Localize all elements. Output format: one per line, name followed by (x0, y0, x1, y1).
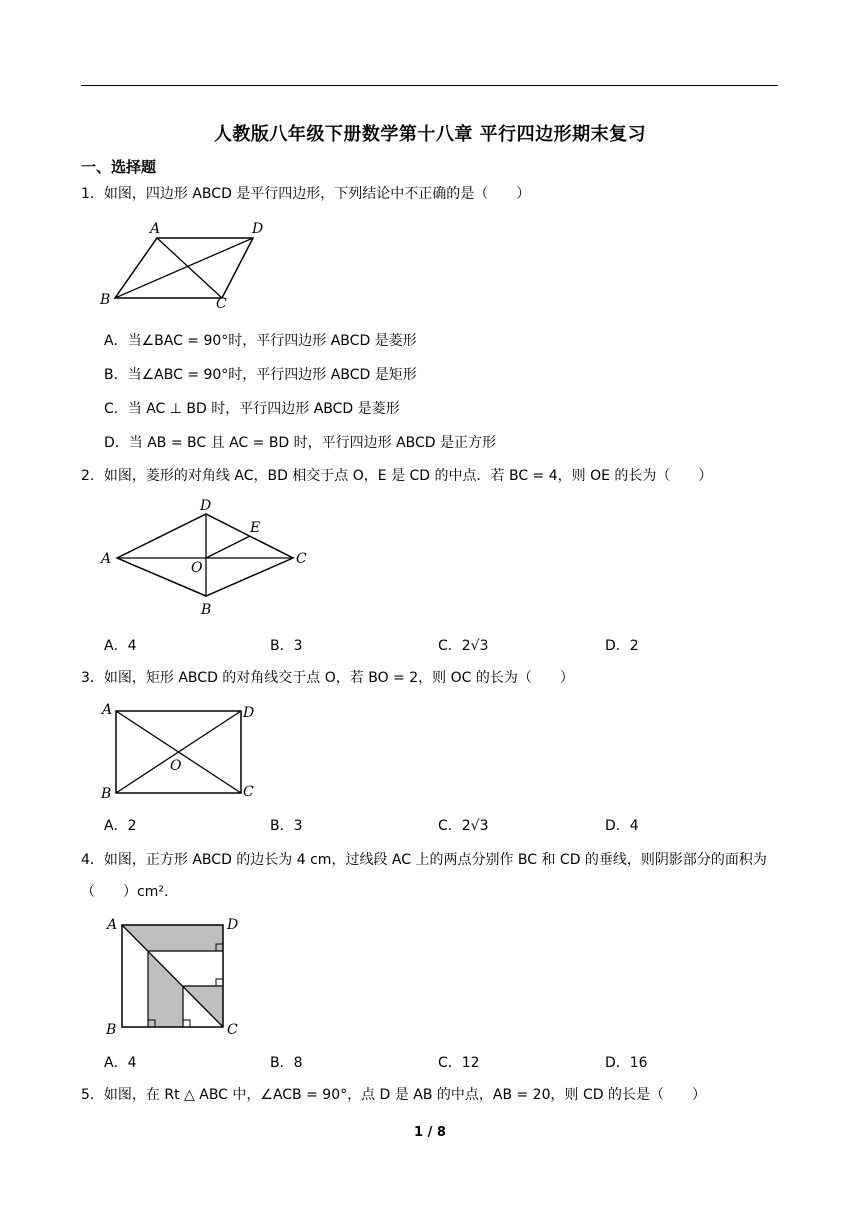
diagonal-ac (157, 238, 222, 298)
question-1-option-a: A．当∠BAC = 90°时，平行四边形 ABCD 是菱形 (104, 333, 417, 349)
question-3-option-d: D．4 (605, 818, 639, 834)
question-4-option-b: B．8 (270, 1055, 303, 1071)
question-4-figure (95, 910, 255, 1040)
right-angle-mark (216, 979, 223, 986)
question-2-option-a: A．4 (104, 638, 137, 654)
shaded-region-top (122, 925, 223, 951)
question-4-option-c: C．12 (438, 1055, 480, 1071)
point-label-o: O (191, 560, 203, 576)
question-4-stem: 4．如图，正方形 ABCD 的边长为 4 cm，过线段 AC 上的两点分别作 BC 和 CD 的垂线，则阴影部分的面积为（ ）cm². (81, 852, 767, 900)
right-angle-mark (183, 1020, 190, 1027)
vertex-label-d: D (252, 221, 264, 237)
question-2-option-b: B．3 (270, 638, 303, 654)
page-number: 1 / 8 (414, 1125, 446, 1140)
vertex-label-b: B (106, 1022, 117, 1038)
vertex-label-a: A (102, 702, 113, 718)
question-1-option-d: D．当 AB = BC 且 AC = BD 时，平行四边形 ABCD 是正方形 (104, 435, 497, 451)
segment-oe (206, 536, 250, 558)
vertex-label-b: B (100, 292, 111, 308)
question-2-option-d: D．2 (605, 638, 639, 654)
question-2-stem: 2．如图，菱形的对角线 AC，BD 相交于点 O，E 是 CD 的中点．若 BC = 4，则 OE 的长为（ ） (81, 468, 713, 484)
question-2-option-c: C．2√3 (438, 638, 489, 654)
vertex-label-b: B (201, 602, 212, 618)
question-5-stem: 5．如图，在 Rt △ ABC 中，∠ACB = 90°，点 D 是 AB 的中点，AB = 20，则 CD 的长是（ ） (81, 1087, 706, 1103)
point-label-e: E (250, 520, 261, 536)
vertex-label-d: D (227, 917, 239, 933)
shaded-region-middle (148, 951, 183, 1027)
vertex-label-a: A (101, 551, 112, 567)
vertex-label-d: D (243, 705, 255, 721)
vertex-label-c: C (216, 296, 227, 308)
header-rule (81, 85, 778, 86)
question-1-stem: 1．如图，四边形 ABCD 是平行四边形，下列结论中不正确的是（ ） (81, 186, 531, 202)
rhombus-abcd (117, 514, 293, 596)
question-4-option-a: A．4 (104, 1055, 137, 1071)
vertex-label-b: B (101, 786, 112, 802)
question-3-option-a: A．2 (104, 818, 137, 834)
section-heading: 一、选择题 (81, 158, 157, 176)
question-1-figure (95, 218, 275, 308)
vertex-label-a: A (107, 917, 118, 933)
point-label-o: O (170, 758, 182, 774)
vertex-label-c: C (296, 551, 307, 567)
question-3-stem: 3．如图，矩形 ABCD 的对角线交于点 O，若 BO = 2，则 OC 的长为（ ） (81, 670, 574, 686)
question-2-figure (95, 496, 325, 621)
question-3-option-c: C．2√3 (438, 818, 489, 834)
question-3-option-b: B．3 (270, 818, 303, 834)
question-1-option-b: B．当∠ABC = 90°时，平行四边形 ABCD 是矩形 (104, 367, 417, 383)
question-1-option-c: C．当 AC ⊥ BD 时，平行四边形 ABCD 是菱形 (104, 401, 400, 417)
vertex-label-d: D (200, 498, 212, 514)
question-4-option-d: D．16 (605, 1055, 648, 1071)
page-title: 人教版八年级下册数学第十八章 平行四边形期末复习 (213, 124, 647, 145)
vertex-label-c: C (243, 784, 254, 800)
vertex-label-c: C (227, 1022, 238, 1038)
vertex-label-a: A (150, 221, 161, 237)
question-3-figure (95, 700, 270, 805)
